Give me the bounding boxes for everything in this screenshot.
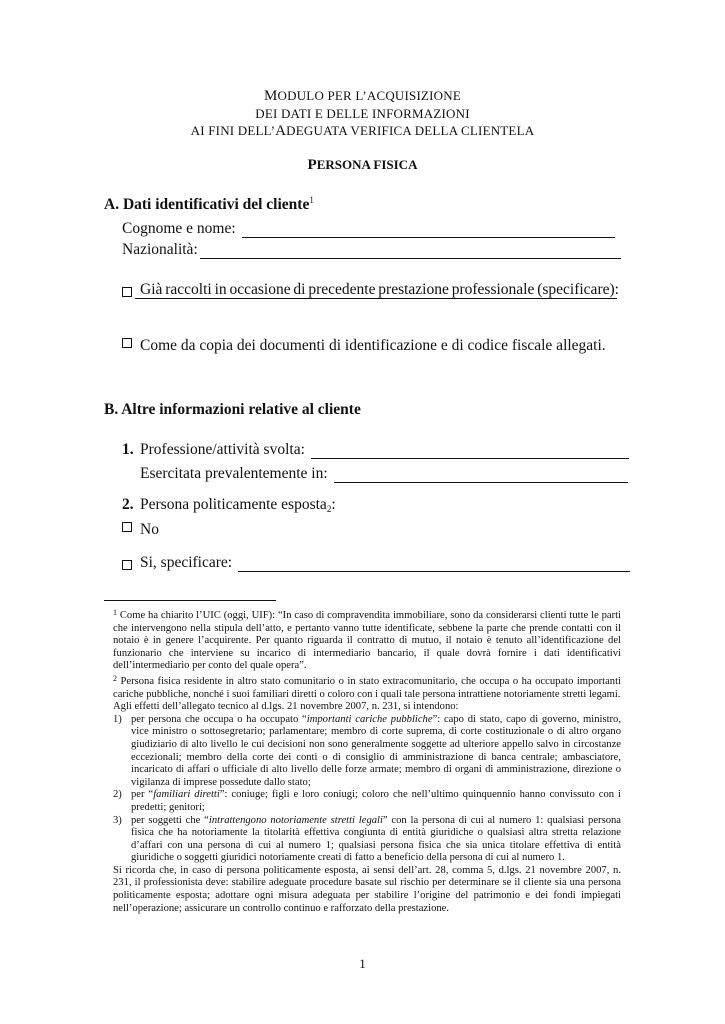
item-2-number: 2.	[122, 496, 134, 513]
option-previous-service-field[interactable]	[135, 298, 617, 299]
profession-field[interactable]	[311, 443, 629, 459]
option-previous-service-word: in	[214, 281, 227, 298]
option-pep-si	[122, 554, 630, 572]
title-line-2: DEI DATI E DELLE INFORMAZIONI	[255, 106, 470, 121]
option-previous-service-word: di	[293, 281, 306, 298]
pep-row: 2. Persona politicamente esposta $_2$ :	[122, 496, 336, 514]
profession-row	[122, 441, 629, 459]
workplace-field[interactable]	[334, 467, 628, 483]
workplace-label: Esercitata prevalentemente in:	[140, 465, 328, 482]
footnote-item-1: 1) per persona che occupa o ha occupato “importanti cariche pubbliche”: capo di stato, capo di governo, ministro, vice ministro o sottosegretario; parlamentare; membro di corte suprema, di corte costituzionale o di altro organo giudiziario di alto livello le cui decisioni non sono generalmente soggette ad ulteriore appello salvo in circostanze eccezionali; membro della corte dei conti o di consiglio di amministrazione di banca centrale; ambasciatore, incaricato di affari o ufficiale di alto livello delle forze armate; membro di organi di amministrazione, direzione o vigilanza di imprese possedute dallo stato;	[113, 713, 621, 788]
option-pep-no	[122, 521, 159, 539]
option-previous-service-word: professionale	[451, 281, 535, 298]
form-subtitle: PERSONA FISICA	[307, 157, 418, 173]
nazionalita-label: Nazionalità:	[122, 241, 198, 258]
cognome-nome-row	[122, 220, 615, 238]
footnote-item-2: 2) per “familiari diretti”: coniuge; figli e loro coniugi; coloro che nell’ultimo quinquennio hanno convissuto con i predetti; genitori;	[113, 789, 621, 813]
option-previous-service-word: prestazione	[378, 281, 449, 298]
option-id-copy-label: Come da copia dei documenti di identificazione e di codice fiscale allegati.	[140, 337, 606, 354]
footnotes	[113, 607, 621, 915]
profession-label: Professione/attività svolta:	[140, 441, 305, 458]
option-previous-service-checkbox[interactable]	[122, 287, 132, 297]
option-pep-si-label: Si, specificare:	[140, 554, 233, 571]
footnote-ref-1: 1	[309, 195, 314, 205]
option-previous-service-word: (specificare):	[537, 281, 619, 298]
pep-label: Persona politicamente esposta	[140, 496, 327, 513]
footnote-intro: Agli effetti dell’allegato tecnico al d.lgs. 21 novembre 2007, n. 231, si intendono:	[113, 701, 459, 713]
item-1-number: 1.	[122, 441, 134, 458]
option-previous-service	[122, 281, 619, 299]
option-pep-si-checkbox[interactable]	[122, 560, 132, 570]
footnote-item-3: 3) per soggetti che “intrattengono notoriamente stretti legali” con la persona di cui al numero 1: qualsiasi persona fisica che ha notoriamente la titolarità effettiva congiunta di entità giuridiche o qualsiasi altra stretta relazione d’affari con una persona di cui al numero 1; qualsiasi persona fisica che sia unica titolare effettiva di entità giuridiche o soggetti giuridici notoriamente creati di fatto a beneficio della persona di cui al numero 1.	[113, 814, 621, 864]
option-previous-service-word: Già	[140, 281, 163, 298]
workplace-row	[140, 465, 628, 483]
form-title	[0, 87, 725, 140]
footnote-separator	[104, 600, 276, 601]
title-line-3: AI FINI DELL’ADEGUATA VERIFICA DELLA CLIENTELA	[190, 123, 535, 139]
option-id-copy	[122, 337, 606, 355]
option-pep-no-label: No	[140, 521, 159, 538]
cognome-nome-label: Cognome e nome:	[122, 220, 236, 237]
nazionalita-field[interactable]	[200, 243, 621, 259]
cognome-nome-field[interactable]	[242, 222, 615, 238]
option-pep-si-field[interactable]	[238, 556, 630, 572]
section-a-heading: A. Dati identificativi del cliente$^1$	[104, 195, 314, 213]
footnote-closing: Si ricorda che, in caso di persona politicamente esposta, ai sensi dell’art. 28, comma 5, d.lgs. 21 novembre 2007, n. 231, il professionista deve: stabilire adeguate procedure basate sul rischio per determinare se il cliente sia una persona politicamente esposta; adottare ogni misura adeguata per stabilire l’origine del patrimonio e dei fondi impiegati nell’operazione; assicurare un controllo continuo e rafforzato della prestazione.	[113, 864, 621, 914]
option-pep-no-checkbox[interactable]	[122, 522, 132, 532]
section-b-heading: B. Altre informazioni relative al cliente	[104, 401, 361, 418]
option-previous-service-word: precedente	[308, 281, 376, 298]
nazionalita-row	[122, 241, 621, 259]
footnote-1: $^1$ Come ha chiarito l’UIC (oggi, UIF): “In caso di compravendita immobiliare, sono da considerarsi clienti tutte le parti che intervengono nella stipula dell’atto, e pertanto vanno tutte identificate, sebbene la parte che prende contatti con il notaio è in genere l’acquirente. Per quanto riguarda il contratto di mutuo, il notaio è tenuto all’identificazione del funzionario che interviene su incarico di intermediario bancario, il quale dovrà fornire i dati identificativi dell’intermediario per conto del quale opera”.	[113, 608, 621, 672]
page-number: 1	[359, 956, 366, 971]
footnote-2: $^2$ Persona fisica residente in altro stato comunitario o in stato extracomunitario, che occupa o ha occupato importanti cariche pubbliche, nonché i suoi familiari diretti o coloro con i quali tale persona intrattiene notoriamente stretti legami.	[113, 673, 621, 700]
option-id-copy-checkbox[interactable]	[122, 338, 132, 348]
title-line-1: MODULO PER L’ACQUISIZIONE	[264, 88, 461, 104]
footnote-ref-2: 2	[326, 504, 332, 514]
option-previous-service-word: raccolti	[165, 281, 212, 298]
option-previous-service-word: occasione	[229, 281, 291, 298]
